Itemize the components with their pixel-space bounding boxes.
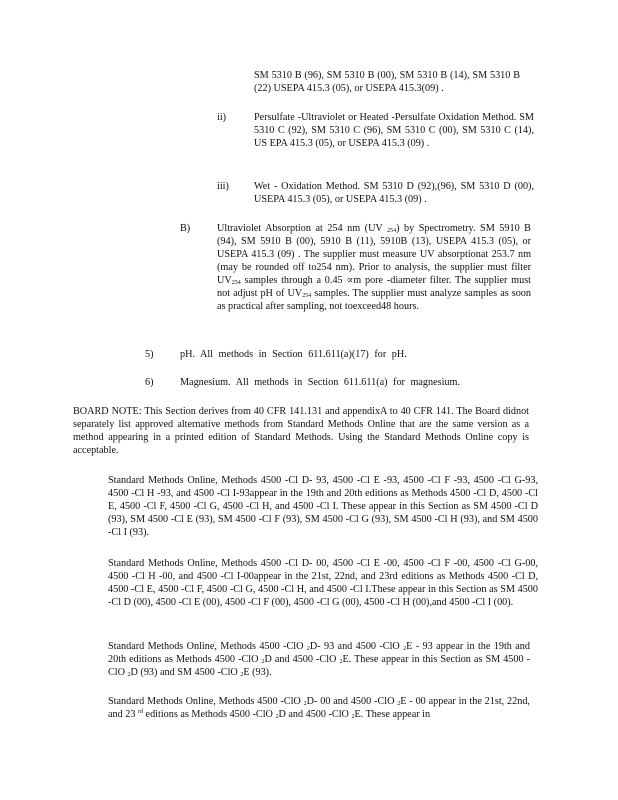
item-b-text-d: samples. The supplier must analyze samples as soon as practical after sampling, not toexceed48 hours.	[217, 288, 531, 312]
p4-t1: Standard Methods Online, Methods 4500 -ClO	[108, 696, 304, 707]
item-b-sub-b: 254	[231, 280, 241, 286]
p4-s4: 2	[351, 714, 355, 720]
p4-t6: E. These appear in	[354, 709, 431, 720]
item-b-text-c: samples through a 0.45 ∝m pore -diameter filter. The supplier must not adjust pH of UV	[217, 275, 531, 299]
method-continuation-text: SM 5310 B (96), SM 5310 B (00), SM 5310 B (14), SM 5310 B (22) USEPA 415.3 (05), or USEPA 415.3(09) .	[254, 70, 520, 94]
p4-s2: 2	[397, 701, 401, 707]
item-b-text-b: ) by Spectrometry. SM 5910 B (94), SM 5910 B (00), 5910 B (11), 5910B (13), USEPA 415.3 (05), or USEPA 415.3 (09) . The supplier must measure UV absorptionat 253.7 nm (may be rounded off to254 nm). Prior to analysis, the supplier must filter UV	[217, 223, 531, 286]
item-5-text	[180, 348, 480, 361]
item-b-sub-a: 254	[387, 228, 397, 234]
p3-t3: E - 93 appear in the 19th and 20th editions as Methods 4500 -ClO	[108, 641, 530, 665]
p3-s2: 2	[403, 646, 407, 652]
item-iii-text	[254, 180, 534, 206]
item-ii-body: Persulfate -Ultraviolet or Heated -Persulfate Oxidation Method. SM 5310 C (92), SM 5310 C (96), SM 5310 C (00), SM 5310 C (14), US EPA 415.3 (05), or USEPA 415.3 (09) .	[254, 112, 534, 149]
p4-t5: D and 4500 -ClO	[278, 709, 352, 720]
item-b-label: B)	[180, 223, 191, 234]
p3-s6: 2	[240, 672, 244, 678]
item-b-sub-c: 254	[302, 293, 312, 299]
paragraph-cl-00-text: Standard Methods Online, Methods 4500 -Cl D- 00, 4500 -Cl E -00, 4500 -Cl F -00, 4500 -Cl G-00, 4500 -Cl H -00, and 4500 -Cl I-00appear in the 21st, 22nd, and 23rd editions as Methods 4500 -Cl D, 4500 -Cl E, 4500 -Cl F, 4500 -Cl G, 4500 -Cl H, and 4500 -Cl I.These appear in this Section as SM 4500 -Cl D (00), 4500 -Cl E (00), 4500 -Cl F (00), 4500 -Cl G (00), 4500 -Cl H (00),and 4500 -Cl I (00).	[108, 558, 538, 608]
p3-s5: 2	[127, 672, 131, 678]
p3-s3: 2	[261, 659, 265, 665]
p4-s3: 2	[275, 714, 279, 720]
paragraph-cl-00	[108, 557, 538, 609]
p4-t3: E - 00 appear in the 21st, 22nd, and 23	[108, 696, 530, 720]
item-b-body	[217, 222, 531, 313]
p4-sup1: rd	[138, 709, 143, 715]
item-iii-label: iii)	[217, 181, 229, 192]
paragraph-clo2-93	[108, 640, 530, 679]
p4-s1: 2	[303, 701, 307, 707]
p3-t4: D and 4500 -ClO	[264, 654, 340, 665]
p3-t7: E (93).	[243, 667, 272, 678]
item-5-body: pH. All methods in Section 611.611(a)(17) for pH.	[180, 349, 407, 360]
p3-t2: D- 93 and 4500 -ClO	[309, 641, 404, 652]
p3-s4: 2	[339, 659, 343, 665]
item-ii-text	[254, 111, 534, 150]
item-6-body: Magnesium. All methods in Section 611.611(a) for magnesium.	[180, 377, 460, 388]
paragraph-cl-93-text: Standard Methods Online, Methods 4500 -Cl D- 93, 4500 -Cl E -93, 4500 -Cl F -93, 4500 -Cl G-93, 4500 -Cl H -93, and 4500 -Cl I-93appear in the 19th and 20th editions as Methods 4500 -Cl D, 4500 -Cl E, 4500 -Cl F, 4500 -Cl G, 4500 -Cl H, and 4500 -Cl I. These appear in this Section as SM 4500 -Cl D (93), SM 4500 -Cl E (93), SM 4500 -Cl F (93), SM 4500 -Cl G (93), SM 4500 -Cl H (93), and SM 4500 -Cl I (93).	[108, 475, 538, 538]
p3-t6: D (93) and SM 4500 -ClO	[130, 667, 241, 678]
p3-s1: 2	[306, 646, 310, 652]
board-note-text: BOARD NOTE: This Section derives from 40 CFR 141.131 and appendixA to 40 CFR 141. The Board didnot separately list approved alternative methods from Standard Methods Online that are the same version as a method appearing in a printed edition of Standard Methods. Using the Standard Methods Online copy is acceptable.	[73, 406, 529, 456]
item-5-label: 5)	[145, 349, 154, 360]
method-continuation	[254, 69, 520, 95]
p4-t2: D- 00 and 4500 -ClO	[306, 696, 398, 707]
paragraph-clo2-00	[108, 695, 530, 721]
paragraph-cl-93	[108, 474, 538, 539]
board-note	[73, 405, 529, 457]
paragraph-clo2-93-text	[108, 640, 530, 679]
p3-t5: E. These appear in this Section as SM 4500 -ClO	[108, 654, 531, 678]
item-b-text	[217, 222, 531, 313]
item-6-label: 6)	[145, 377, 154, 388]
item-b-text-a: Ultraviolet Absorption at 254 nm (UV	[217, 223, 388, 234]
item-6-text	[180, 376, 500, 389]
item-ii-label: ii)	[217, 112, 227, 123]
paragraph-clo2-00-text	[108, 695, 530, 721]
p4-t4: editions as Methods 4500 -ClO	[145, 709, 276, 720]
p3-t1: Standard Methods Online, Methods 4500 -ClO	[108, 641, 307, 652]
item-iii-body: Wet - Oxidation Method. SM 5310 D (92),(96), SM 5310 D (00), USEPA 415.3 (05), or USEPA 415.3 (09) .	[254, 181, 534, 205]
